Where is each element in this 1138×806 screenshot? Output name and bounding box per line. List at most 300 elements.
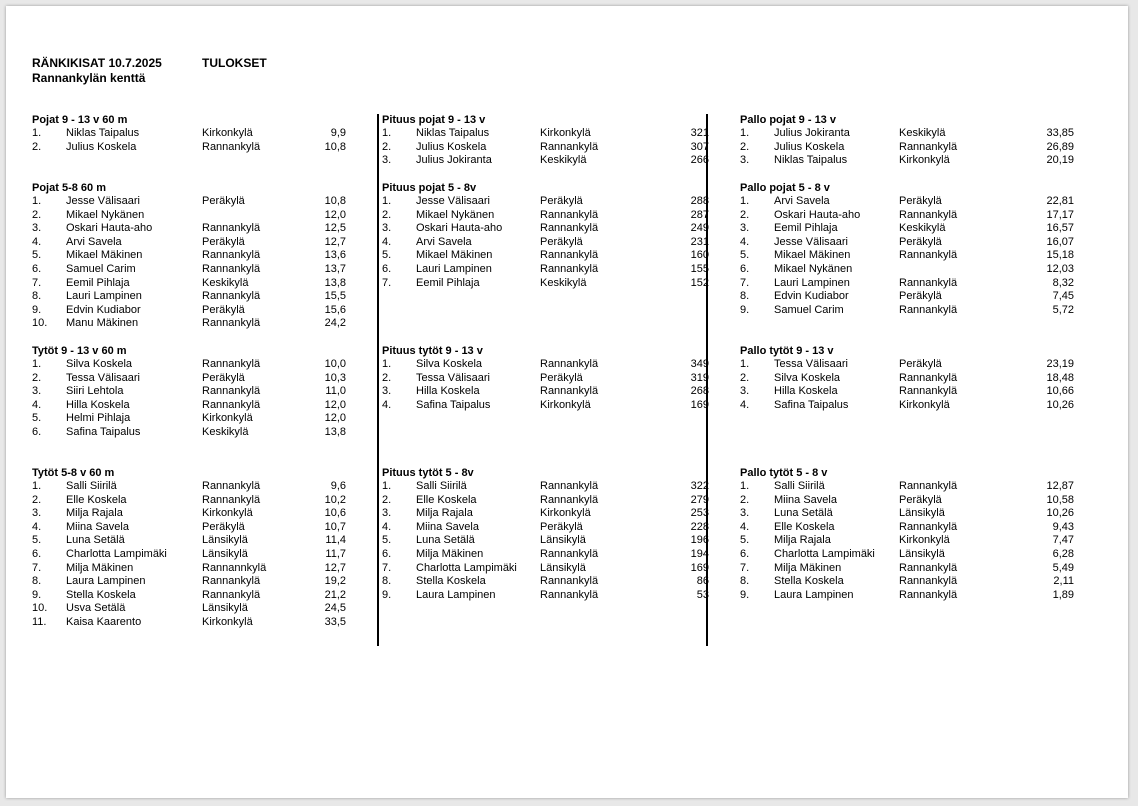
athlete-name: Eemil Pihlaja [416,276,480,289]
athlete-name: Jesse Välisaari [416,195,490,207]
result-value: 21,2 [324,588,346,601]
result-value: 13,7 [324,262,346,275]
document-page [6,6,1128,798]
result-value: 307 [690,140,709,153]
result-value: 15,5 [324,290,346,303]
block-title: Tytöt 9 - 13 v 60 m [32,345,127,357]
athlete-name: Laura Lampinen [774,588,854,601]
result-row [382,209,709,223]
placement: 1. [32,195,42,207]
results-block [382,344,709,412]
placement: 3. [740,507,750,520]
result-value: 268 [690,385,709,398]
village-name: Rannankylä [899,371,958,384]
placement: 2. [740,208,750,221]
result-row [382,249,709,263]
athlete-name: Mikael Mäkinen [416,249,493,262]
result-value: 228 [690,520,709,533]
result-value: 12,0 [324,208,346,221]
placement: 2. [32,493,42,506]
results-block [740,181,1074,317]
result-row [32,317,346,331]
result-row [32,426,346,440]
result-value: 319 [690,371,709,384]
placement: 6. [32,547,42,560]
athlete-name: Lauri Lampinen [774,276,850,289]
village-name: Rannankylä [540,480,599,492]
placement: 10. [32,317,48,330]
result-value: 10,8 [324,195,346,207]
athlete-name: Laura Lampinen [416,588,496,601]
athlete-name: Mikael Mäkinen [774,249,851,262]
result-row [740,399,1074,413]
result-row [740,480,1074,494]
village-name: Peräkylä [202,195,245,207]
result-value: 12,03 [1046,262,1074,275]
result-value: 12,7 [324,561,346,574]
village-name: Rannankylä [202,385,261,398]
result-row [382,141,709,155]
results-block [740,466,1074,602]
result-row [740,290,1074,304]
result-row [382,534,709,548]
athlete-name: Oskari Hauta-aho [66,222,153,235]
placement: 6. [382,547,392,560]
placement: 8. [740,575,750,588]
result-row [740,589,1074,603]
athlete-name: Stella Koskela [416,575,486,588]
athlete-name: Niklas Taipalus [416,127,490,139]
placement: 3. [382,222,392,235]
result-row [32,412,346,426]
village-name: Rannankylä [899,303,958,316]
athlete-name: Edvin Kudiabor [774,290,849,303]
result-row [32,562,346,576]
village-name: Rannannkylä [202,561,267,574]
result-row [740,385,1074,399]
result-row [740,277,1074,291]
athlete-name: Charlotta Lampimäki [416,561,517,574]
athlete-name: Lauri Lampinen [66,290,142,303]
village-name: Kirkonkylä [202,412,253,425]
result-row [740,358,1074,372]
result-value: 10,26 [1046,398,1074,411]
result-row [740,195,1074,209]
result-value: 19,2 [324,575,346,588]
village-name: Peräkylä [202,520,245,533]
village-name: Rannankylä [202,588,261,601]
athlete-name: Silva Koskela [66,358,133,370]
result-value: 10,2 [324,493,346,506]
result-value: 9,43 [1052,520,1074,533]
village-name: Peräkylä [540,195,583,207]
result-value: 1,89 [1052,588,1074,601]
athlete-name: Eemil Pihlaja [66,276,130,289]
result-row [740,236,1074,250]
results-block [382,113,709,168]
result-row [740,507,1074,521]
result-value: 11,0 [325,385,346,398]
block-title: Pituus pojat 9 - 13 v [382,114,486,126]
result-value: 23,19 [1046,358,1074,370]
athlete-name: Milja Rajala [66,507,123,520]
result-row [740,372,1074,386]
placement: 9. [740,588,750,601]
village-name: Rannankylä [202,140,261,153]
placement: 8. [382,575,392,588]
village-name: Rannankylä [202,575,261,588]
result-row [740,494,1074,508]
result-value: 7,45 [1052,290,1074,303]
village-name: Kirkonkylä [899,534,950,547]
result-row [382,222,709,236]
result-value: 17,17 [1046,208,1074,221]
athlete-name: Safina Taipalus [774,398,849,411]
result-value: 13,8 [324,276,346,289]
placement: 2. [32,140,42,153]
result-row [32,521,346,535]
result-value: 249 [690,222,709,235]
result-row [740,222,1074,236]
village-name: Länsikylä [899,507,945,520]
placement: 6. [32,425,42,438]
athlete-name: Siiri Lehtola [66,385,124,398]
result-value: 5,49 [1052,561,1074,574]
placement: 11. [32,615,47,628]
placement: 1. [740,358,750,370]
placement: 5. [382,534,392,547]
village-name: Rannankylä [540,385,599,398]
result-value: 12,0 [324,398,346,411]
results-block [32,466,346,630]
result-value: 33,5 [324,615,346,628]
block-title: Pituus tytöt 9 - 13 v [382,345,483,357]
athlete-name: Silva Koskela [774,371,841,384]
column-divider-left [377,114,379,646]
athlete-name: Milja Mäkinen [416,547,484,560]
result-value: 8,32 [1052,276,1074,289]
result-row [32,277,346,291]
result-row [32,480,346,494]
athlete-name: Niklas Taipalus [774,154,848,167]
result-value: 86 [696,575,709,588]
placement: 3. [740,154,750,167]
village-name: Rannankylä [899,385,958,398]
results-block [382,181,709,290]
results-block [740,344,1074,412]
result-row [382,127,709,141]
village-name: Keskikylä [540,276,587,289]
result-value: 20,19 [1046,154,1074,167]
village-name: Rannankylä [202,249,261,262]
placement: 10. [32,602,48,615]
result-value: 10,66 [1046,385,1074,398]
village-name: Länsikylä [540,534,586,547]
result-value: 33,85 [1046,127,1074,139]
placement: 2. [740,371,750,384]
result-value: 9,9 [330,127,346,139]
result-value: 15,6 [324,303,346,316]
village-name: Rannankylä [540,222,599,235]
result-value: 12,5 [324,222,346,235]
village-name: Länsikylä [202,547,248,560]
placement: 7. [740,276,750,289]
result-row [740,562,1074,576]
result-value: 231 [690,235,709,248]
placement: 7. [382,561,392,574]
result-value: 53 [696,588,709,601]
result-value: 288 [690,195,709,207]
village-name: Kirkonkylä [540,127,591,139]
village-name: Peräkylä [202,303,245,316]
placement: 1. [32,480,42,492]
result-value: 11,7 [325,547,346,560]
placement: 9. [382,588,392,601]
village-name: Peräkylä [202,371,245,384]
result-value: 24,2 [324,317,346,330]
result-value: 10,6 [324,507,346,520]
placement: 9. [32,588,42,601]
village-name: Rannankylä [899,140,958,153]
result-row [382,154,709,168]
athlete-name: Oskari Hauta-aho [774,208,861,221]
placement: 4. [740,520,750,533]
result-row [32,290,346,304]
placement: 6. [740,262,750,275]
athlete-name: Luna Setälä [774,507,833,520]
result-value: 6,28 [1052,547,1074,560]
athlete-name: Hilla Koskela [416,385,480,398]
placement: 7. [32,561,42,574]
result-row [32,304,346,318]
village-name: Rannankylä [202,493,261,506]
athlete-name: Mikael Nykänen [66,208,145,221]
athlete-name: Milja Mäkinen [66,561,134,574]
athlete-name: Safina Taipalus [66,425,141,438]
placement: 4. [32,398,42,411]
athlete-name: Jesse Välisaari [774,235,848,248]
placement: 5. [32,534,42,547]
village-name: Peräkylä [899,235,942,248]
athlete-name: Charlotta Lampimäki [774,547,875,560]
athlete-name: Milja Rajala [774,534,831,547]
result-row [740,534,1074,548]
placement: 1. [32,358,42,370]
village-name: Rannankylä [899,520,958,533]
placement: 9. [740,303,750,316]
result-value: 10,7 [324,520,346,533]
result-value: 13,6 [324,249,346,262]
placement: 1. [382,195,392,207]
result-row [740,263,1074,277]
placement: 7. [740,561,750,574]
result-row [382,399,709,413]
placement: 1. [382,127,392,139]
result-value: 12,87 [1046,480,1074,492]
village-name: Rannankylä [899,249,958,262]
result-row [32,507,346,521]
result-value: 253 [690,507,709,520]
result-row [740,127,1074,141]
village-name: Rannankylä [540,140,599,153]
village-name: Rannankylä [899,575,958,588]
placement: 4. [382,520,392,533]
placement: 2. [740,140,750,153]
athlete-name: Luna Setälä [66,534,125,547]
placement: 1. [32,127,42,139]
athlete-name: Luna Setälä [416,534,475,547]
village-name: Länsikylä [202,602,248,615]
placement: 3. [382,385,392,398]
placement: 3. [32,385,42,398]
result-row [382,589,709,603]
village-name: Keskikylä [899,222,946,235]
village-name: Keskikylä [202,425,249,438]
result-row [382,372,709,386]
village-name: Kirkonkylä [899,154,950,167]
result-row [32,616,346,630]
placement: 4. [382,235,392,248]
village-name: Peräkylä [540,235,583,248]
result-row [32,141,346,155]
result-value: 169 [690,398,709,411]
result-value: 10,58 [1046,493,1074,506]
village-name: Kirkonkylä [202,615,253,628]
village-name: Peräkylä [899,290,942,303]
result-value: 196 [690,534,709,547]
placement: 1. [740,480,750,492]
result-value: 5,72 [1052,303,1074,316]
placement: 7. [382,276,392,289]
athlete-name: Elle Koskela [416,493,477,506]
placement: 3. [740,222,750,235]
athlete-name: Lauri Lampinen [416,262,492,275]
result-value: 12,7 [324,235,346,248]
result-row [32,548,346,562]
placement: 3. [382,507,392,520]
placement: 3. [382,154,392,167]
result-row [32,222,346,236]
block-title: Pallo pojat 5 - 8 v [740,182,830,194]
athlete-name: Stella Koskela [66,588,136,601]
village-name: Rannankylä [899,588,958,601]
athlete-name: Mikael Nykänen [416,208,495,221]
placement: 6. [740,547,750,560]
placement: 4. [32,235,42,248]
result-row [32,127,346,141]
placement: 6. [382,262,392,275]
village-name: Rannankylä [202,222,261,235]
result-value: 10,26 [1046,507,1074,520]
athlete-name: Miina Savela [66,520,129,533]
result-value: 16,57 [1046,222,1074,235]
placement: 5. [32,412,42,425]
village-name: Peräkylä [540,520,583,533]
village-name: Rannankylä [540,249,599,262]
result-value: 169 [690,561,709,574]
athlete-name: Arvi Savela [774,195,830,207]
results-heading: TULOKSET [202,56,267,70]
result-value: 160 [690,249,709,262]
athlete-name: Usva Setälä [66,602,126,615]
result-value: 349 [690,358,709,370]
village-name: Rannankylä [899,480,958,492]
event-title: RÄNKIKISAT 10.7.2025 [32,56,162,70]
result-value: 22,81 [1046,195,1074,207]
result-value: 279 [690,493,709,506]
athlete-name: Laura Lampinen [66,575,146,588]
result-value: 12,0 [324,412,346,425]
village-name: Länsikylä [202,534,248,547]
athlete-name: Edvin Kudiabor [66,303,141,316]
document-header [32,56,267,86]
results-block [32,344,346,440]
village-name: Kirkonkylä [899,398,950,411]
placement: 1. [740,127,750,139]
placement: 6. [32,262,42,275]
athlete-name: Milja Mäkinen [774,561,842,574]
result-value: 10,3 [324,371,346,384]
village-name: Peräkylä [899,493,942,506]
placement: 8. [32,575,42,588]
athlete-name: Samuel Carim [774,303,844,316]
athlete-name: Salli Siirilä [416,480,467,492]
result-row [740,249,1074,263]
athlete-name: Salli Siirilä [774,480,825,492]
athlete-name: Julius Koskela [416,140,487,153]
result-row [32,575,346,589]
result-value: 2,11 [1053,575,1074,588]
result-row [382,236,709,250]
result-row [740,575,1074,589]
athlete-name: Hilla Koskela [774,385,838,398]
result-row [740,141,1074,155]
result-value: 13,8 [324,425,346,438]
athlete-name: Stella Koskela [774,575,844,588]
village-name: Länsikylä [899,547,945,560]
village-name: Kirkonkylä [540,507,591,520]
placement: 2. [32,371,42,384]
athlete-name: Kaisa Kaarento [66,615,142,628]
result-row [740,304,1074,318]
result-row [32,358,346,372]
result-row [740,548,1074,562]
village-name: Rannankylä [899,208,958,221]
results-block [740,113,1074,168]
result-value: 194 [690,547,709,560]
athlete-name: Julius Koskela [66,140,137,153]
village-name: Rannankylä [202,262,261,275]
athlete-name: Elle Koskela [66,493,127,506]
athlete-name: Niklas Taipalus [66,127,140,139]
result-row [382,385,709,399]
result-row [32,602,346,616]
result-value: 155 [690,262,709,275]
placement: 3. [32,222,42,235]
athlete-name: Milja Rajala [416,507,473,520]
block-title: Pojat 9 - 13 v 60 m [32,114,128,126]
result-row [382,575,709,589]
village-name: Peräkylä [202,235,245,248]
athlete-name: Mikael Nykänen [774,262,853,275]
result-row [32,399,346,413]
block-title: Pallo tytöt 5 - 8 v [740,467,828,479]
village-name: Peräkylä [899,195,942,207]
result-row [382,358,709,372]
athlete-name: Miina Savela [774,493,837,506]
placement: 5. [740,534,750,547]
results-block [32,181,346,331]
